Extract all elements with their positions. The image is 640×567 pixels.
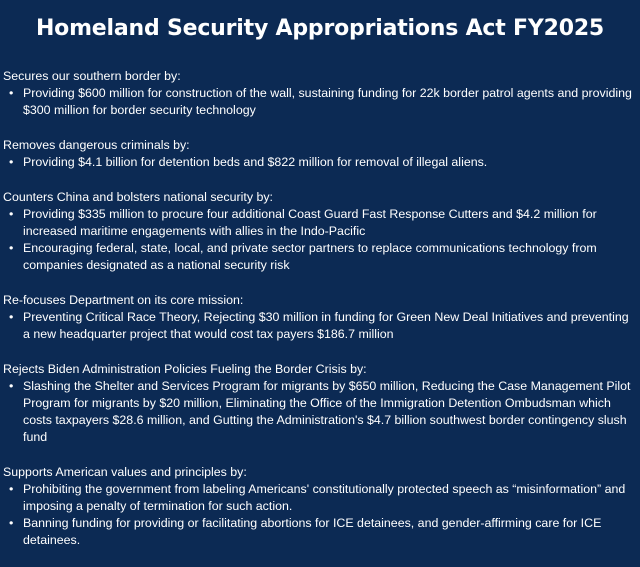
bullet-item: • Encouraging federal, state, local, and private sector partners to replace communications technology from companies designated as a national security risk	[23, 240, 637, 274]
bullet-item: • Providing $335 million to procure four additional Coast Guard Fast Response Cutters and $4.2 million for increased maritime engagements with allies in the Indo-Pacific	[23, 206, 637, 240]
bullet-list	[3, 206, 637, 274]
content-body	[3, 68, 637, 567]
section-counters-china	[3, 189, 637, 274]
section-heading: Removes dangerous criminals by:	[3, 138, 190, 152]
page-title: Homeland Security Appropriations Act FY2025	[35, 16, 605, 41]
bullet-item: • Prohibiting the government from labeling Americans' constitutionally protected speech as “misinformation” and imposing a penalty of termination for such action.	[23, 481, 637, 515]
section-border-crisis	[3, 361, 637, 446]
section-southern-border	[3, 68, 637, 119]
bullet-item: • Preventing Critical Race Theory, Rejecting $30 million in funding for Green New Deal Initiatives and preventing a new headquarter project that would cost tax payers $186.7 million	[23, 309, 637, 343]
bullet-list	[3, 309, 637, 343]
bullet-item: • Providing $4.1 billion for detention beds and $822 million for removal of illegal aliens.	[23, 154, 637, 171]
bullet-list	[3, 85, 637, 119]
section-american-values	[3, 464, 637, 549]
bullet-list	[3, 378, 637, 446]
bullet-item: • Slashing the Shelter and Services Program for migrants by $650 million, Reducing the Case Management Pilot Program for migrants by $20 million, Eliminating the Office of the Immigration Detention Ombudsman which costs taxpayers $28.6 million, and Gutting the Administration's $4.7 billion southwest border contingency slush fund	[23, 378, 637, 446]
bullet-list	[3, 481, 637, 549]
bullet-item: • Banning funding for providing or facilitating abortions for ICE detainees, and gender-affirming care for ICE detainees.	[23, 515, 637, 549]
section-dangerous-criminals	[3, 137, 637, 171]
bullet-list	[3, 154, 637, 171]
section-heading: Counters China and bolsters national security by:	[3, 190, 273, 204]
section-heading: Re-focuses Department on its core mission:	[3, 293, 244, 307]
bullet-item: • Providing $600 million for construction of the wall, sustaining funding for 22k border patrol agents and providing $300 million for border security technology	[23, 85, 637, 119]
section-heading: Supports American values and principles by:	[3, 465, 247, 479]
section-heading: Rejects Biden Administration Policies Fueling the Border Crisis by:	[3, 362, 367, 376]
section-core-mission	[3, 292, 637, 343]
section-heading: Secures our southern border by:	[3, 69, 181, 83]
